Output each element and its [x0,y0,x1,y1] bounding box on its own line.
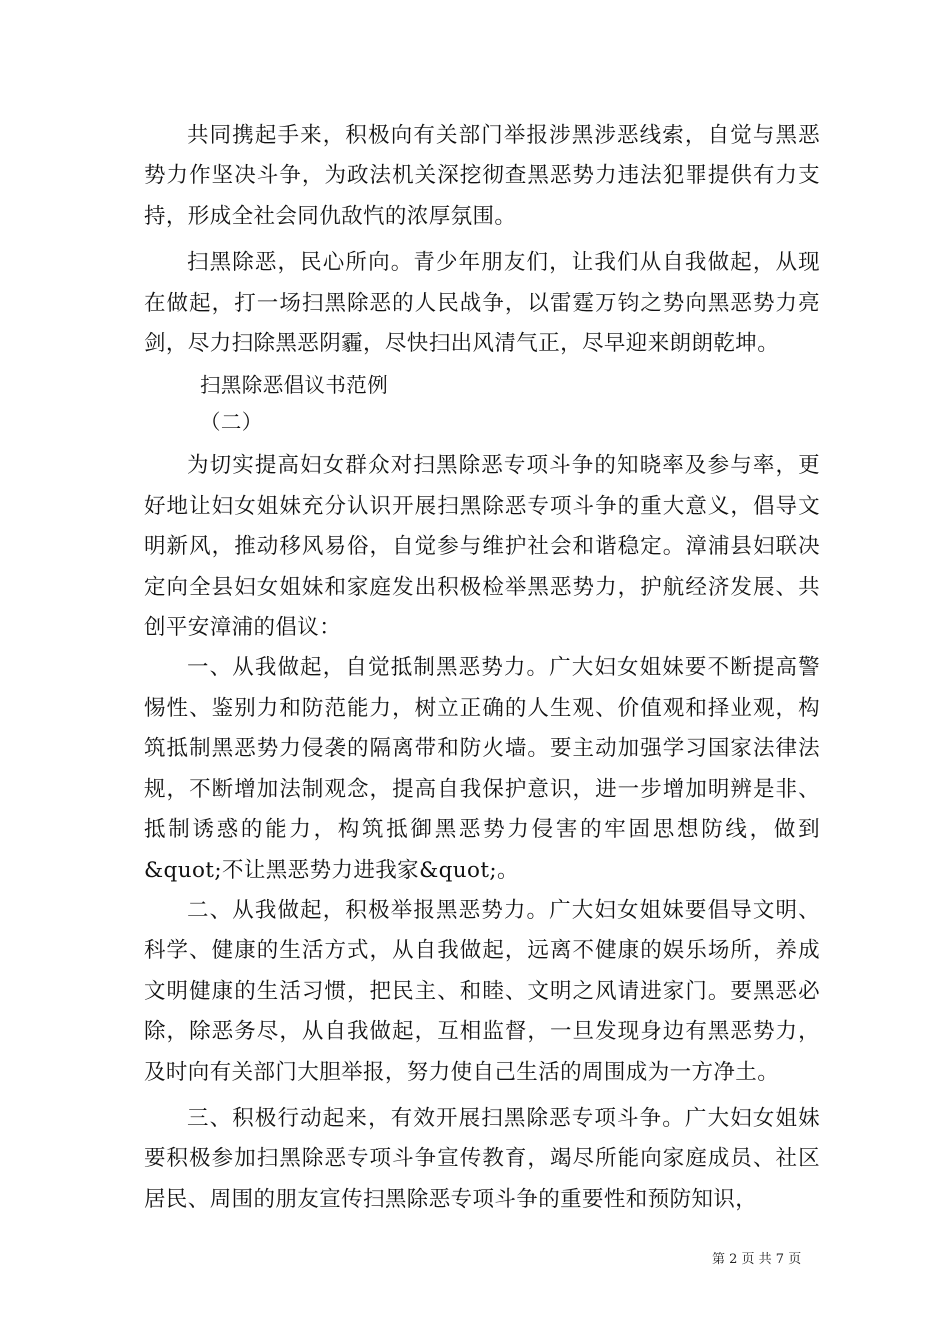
paragraph-1: 共同携起手来，积极向有关部门举报涉黑涉恶线索，自觉与黑恶势力作坚决斗争，为政法机关深挖彻查黑恶势力违法犯罪提供有力支持，形成全社会同仇敌忾的浓厚氛围。 [144,123,820,229]
section-number: （二） [200,410,263,435]
paragraph-3: 为切实提高妇女群众对扫黑除恶专项斗争的知晓率及参与率，更好地让妇女姐妹充分认识开展扫黑除恶专项斗争的重大意义，倡导文明新风，推动移风易俗，自觉参与维护社会和谐稳定。漳浦县妇联决定向全县妇女姐妹和家庭发出积极检举黑恶势力，护航经济发展、共创平安漳浦的倡议： [144,453,820,641]
paragraph-2: 扫黑除恶，民心所向。青少年朋友们，让我们从自我做起，从现在做起，打一场扫黑除恶的人民战争，以雷霆万钧之势向黑恶势力亮剑，尽力扫除黑恶阴霾，尽快扫出风清气正，尽早迎来朗朗乾坤。 [144,250,820,357]
paragraph-6: 三、积极行动起来，有效开展扫黑除恶专项斗争。广大妇女姐妹要积极参加扫黑除恶专项斗争宣传教育，竭尽所能向家庭成员、社区居民、周围的朋友宣传扫黑除恶专项斗争的重要性和预防知识， [144,1105,820,1212]
page-number-footer: 第 2 页 共 7 页 [712,1252,802,1267]
document-body [144,116,820,1220]
paragraph-5: 二、从我做起，积极举报黑恶势力。广大妇女姐妹要倡导文明、科学、健康的生活方式，从自我做起，远离不健康的娱乐场所，养成文明健康的生活习惯，把民主、和睦、文明之风请进家门。要黑恶必除，除恶务尽，从自我做起，互相监督，一旦发现身边有黑恶势力，及时向有关部门大胆举报，努力使自己生活的周围成为一方净土。 [144,897,820,1085]
section-title: 扫黑除恶倡议书范例 [200,373,389,398]
paragraph-4: 一、从我做起，自觉抵制黑恶势力。广大妇女姐妹要不断提高警惕性、鉴别力和防范能力，树立正确的人生观、价值观和择业观，构筑抵制黑恶势力侵袭的隔离带和防火墙。要主动加强学习国家法律法规，不断增加法制观念，提高自我保护意识，进一步增加明辨是非、抵制诱惑的能力，构筑抵御黑恶势力侵害的牢固思想防线，做到&quot;不让黑恶势力进我家&quot;。 [144,655,820,883]
